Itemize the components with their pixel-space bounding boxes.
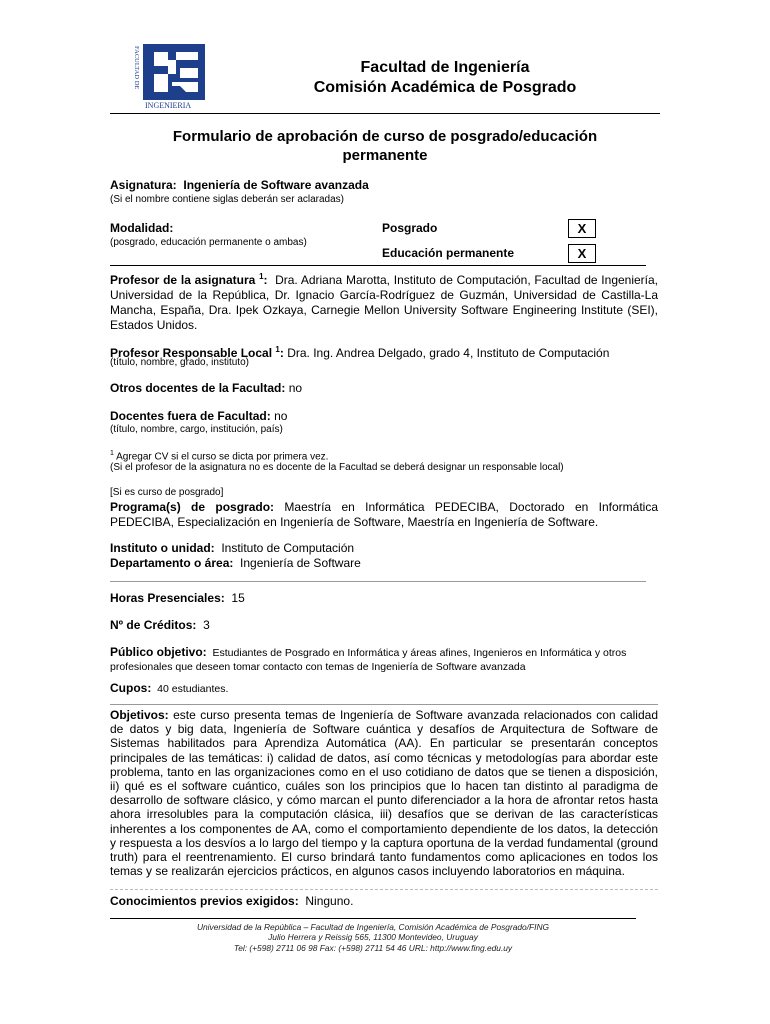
creditos-row — [110, 618, 658, 633]
footnote-line2: (Si el profesor de la asignatura no es docente de la Facultad se deberá designar un responsable local) — [110, 462, 564, 473]
docentes-fuera-value: no — [274, 409, 288, 423]
profesor-sup: 1 — [259, 272, 264, 281]
responsable-label: Profesor Responsable Local — [110, 346, 273, 360]
otros-docentes-value: no — [288, 381, 303, 395]
otros-docentes-row — [110, 381, 658, 396]
horas-value: 15 — [231, 591, 245, 605]
footer-line3: Tel: (+598) 2711 06 98 Fax: (+598) 2711 54 46 URL: http://www.fing.edu.uy — [233, 942, 513, 953]
publico-label: Público objetivo: — [110, 645, 207, 659]
profesor-block — [110, 269, 658, 333]
docentes-fuera-row — [110, 409, 658, 424]
profesor-label: Profesor de la asignatura — [110, 273, 256, 287]
responsable-colon: : — [279, 346, 284, 360]
departamento-value: Ingeniería de Software — [240, 556, 361, 570]
faculty-title: Facultad de Ingeniería — [360, 59, 530, 76]
departamento-label: Departamento o área: — [110, 556, 234, 570]
asignatura-row — [110, 178, 658, 193]
separator — [110, 889, 658, 890]
responsable-value: Dra. Ing. Andrea Delgado, grado 4, Instituto de Computación — [287, 346, 610, 360]
objetivos-block — [110, 708, 658, 878]
option-posgrado-label: Posgrado — [382, 221, 438, 235]
footer-line2: Julio Herrera y Reissig 565, 11300 Montevideo, Uruguay — [268, 932, 478, 943]
responsable-note: (título, nombre, grado, instituto) — [110, 357, 249, 368]
cupos-row — [110, 681, 658, 697]
commission-title: Comisión Académica de Posgrado — [313, 79, 577, 96]
instituto-value: Instituto de Computación — [221, 541, 355, 555]
horas-row — [110, 591, 658, 606]
modalidad-note: (posgrado, educación permanente o ambas) — [110, 237, 307, 248]
asignatura-label: Asignatura: — [110, 178, 177, 192]
conocimientos-row — [110, 894, 658, 909]
footer-rule — [110, 918, 636, 919]
programas-value: Maestría en Informática PEDECIBA, Doctorado en Informática PEDECIBA, Especialización en Ingeniería de Software, Maestría en Ingeniería de Software. — [110, 500, 658, 529]
docentes-fuera-label: Docentes fuera de Facultad: — [110, 409, 271, 423]
cupos-value: 40 estudiantes. — [157, 683, 229, 695]
conocimientos-value: Ninguno. — [305, 894, 354, 908]
horas-label: Horas Presenciales: — [110, 591, 225, 605]
logo-bottom-text: INGENIERIA — [145, 101, 192, 110]
footnote-text: Agregar CV si el curso se dicta por primera vez. — [116, 451, 329, 463]
asignatura-value: Ingeniería de Software avanzada — [183, 178, 369, 192]
publico-value: Estudiantes de Posgrado en Informática y áreas afines, Ingenieros en Informática y otros profesionales que deseen tomar contacto con temas de Ingeniería de Software avanzada — [110, 647, 627, 673]
fing-logo — [128, 44, 210, 110]
footnote-sup: 1 — [110, 450, 114, 457]
publico-block — [110, 645, 658, 674]
objetivos-label: Objetivos: — [110, 708, 169, 722]
separator — [110, 265, 646, 266]
profesor-value: Dra. Adriana Marotta, Instituto de Computación, Facultad de Ingeniería, Universidad de la República, Dr. Ignacio García-Rodríguez de Guzmán, Universidad de Castilla-La Mancha, España, Dra. Ipek Ozkaya, Carnegie Mellon University Software Engineering Institute (SEI), Estados Unidos. — [110, 273, 659, 332]
programas-bracket-note: [Si es curso de posgrado] — [110, 487, 224, 498]
option-posgrado-checkbox[interactable]: X — [568, 219, 596, 238]
instituto-label: Instituto o unidad: — [110, 541, 215, 555]
page-footer — [110, 922, 636, 953]
profesor-colon: : — [263, 273, 268, 287]
asignatura-note: (Si el nombre contiene siglas deberán ser aclaradas) — [110, 194, 345, 205]
otros-docentes-label: Otros docentes de la Facultad: — [110, 381, 286, 395]
footer-line1: Universidad de la República – Facultad de Ingeniería, Comisión Académica de Posgrado/FING — [196, 922, 550, 932]
objetivos-value: este curso presenta temas de Ingeniería de Software avanzada relacionados con calidad de datos y big data, Ingeniería de Software cuántica y desafíos de Arquitectura de Software de Sistemas habilitados para Aprendiza Automática (AA). En particular se presentarán conceptos principales de las temáticas: i) calidad de datos, así como técnicas y metodologías para abordar este problema, tanto en las organizaciones como en el uso cotidiano de datos que se tienen a disposición, ii) qué es el software cuántico, cuáles son los principios que lo hacen tan distinto al paradigma de desarrollo de software clásico, y cómo marcan el punto diferenciador a la hora de afrontar retos hasta ahora irresolubles para la computación clásica, iii) desafíos que se derivan de las características inherentes a los componentes de AA, como el comportamiento dependiente de los datos, la detección y respuesta a los desvíos a lo largo del tiempo y la captura oportuna de la verdad fundamental (ground truth) para el reentrenamiento. El curso brindará tanto fundamentos como aplicaciones en todos los temas y se realizarán ejercicios prácticos, en algunos casos incluyendo laboratorios en máquina. — [110, 708, 658, 879]
programas-label: Programa(s) de posgrado: — [110, 500, 275, 514]
header-rule — [110, 113, 660, 114]
departamento-row — [110, 556, 658, 571]
option-educacion-checkbox[interactable]: X — [568, 244, 596, 263]
conocimientos-label: Conocimientos previos exigidos: — [110, 894, 299, 908]
programas-block — [110, 500, 658, 530]
option-educacion-label: Educación permanente — [382, 246, 515, 260]
docentes-fuera-note: (título, nombre, cargo, institución, país) — [110, 424, 283, 435]
modalidad-label — [110, 221, 360, 236]
creditos-value: 3 — [203, 618, 210, 632]
separator — [110, 704, 658, 705]
separator — [110, 581, 646, 582]
modalidad-label-text: Modalidad: — [110, 221, 174, 235]
creditos-label: Nº de Créditos: — [110, 618, 197, 632]
instituto-row — [110, 541, 658, 556]
logo-vertical-text: FACULTAD DE — [133, 46, 140, 90]
cupos-label: Cupos: — [110, 681, 152, 695]
form-title: Formulario de aprobación de curso de posgrado/educación permanente — [172, 128, 598, 164]
responsable-sup: 1 — [275, 345, 280, 354]
